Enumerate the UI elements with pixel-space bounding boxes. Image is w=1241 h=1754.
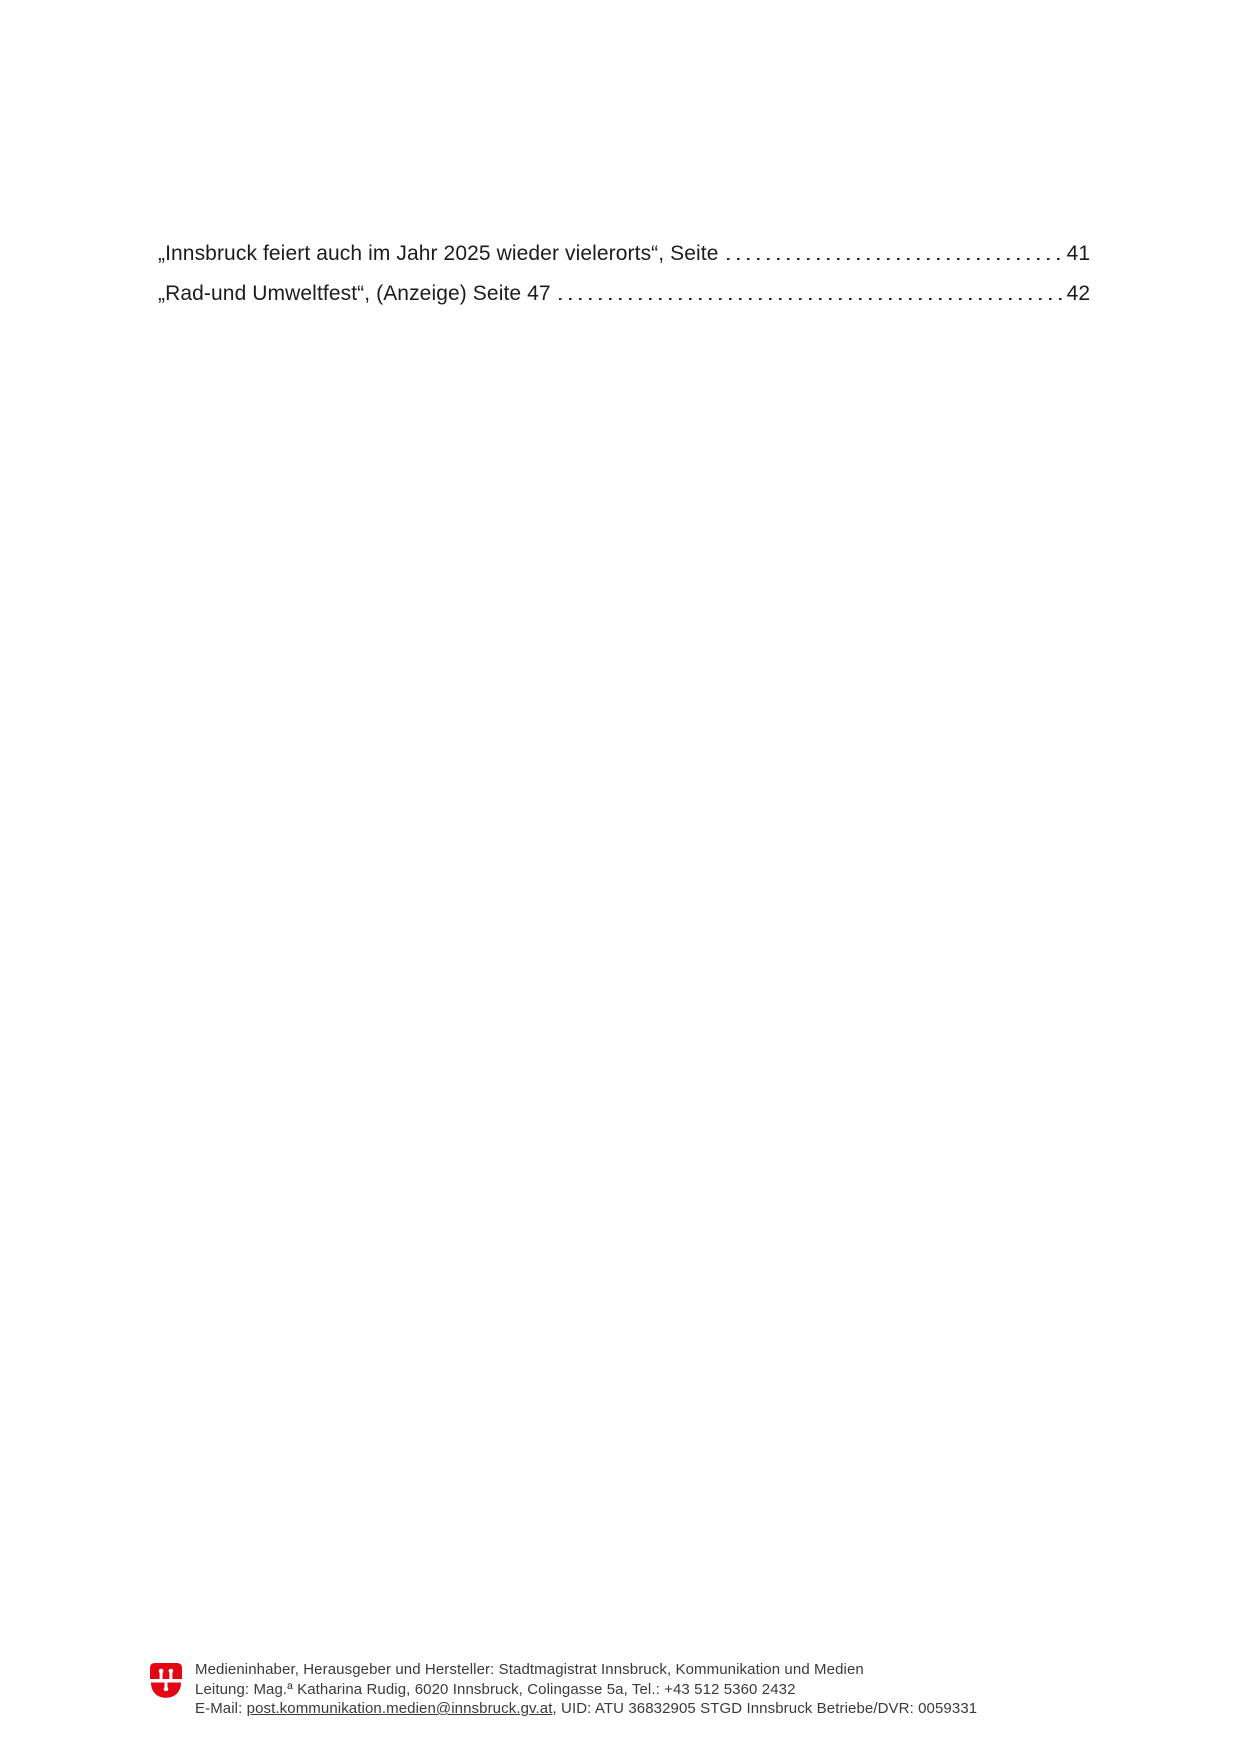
toc-entry-page-number: 42 xyxy=(1066,282,1090,305)
toc-entry[interactable] xyxy=(158,274,1090,314)
imprint-line-address: Leitung: Mag.ª Katharina Rudig, 6020 Innsbruck, Colingasse 5a, Tel.: +43 512 5360 2432 xyxy=(195,1680,796,1698)
imprint-line-publisher: Medieninhaber, Herausgeber und Hersteller: Stadtmagistrat Innsbruck, Kommunikation und Medien xyxy=(195,1661,864,1678)
email-link[interactable]: post.kommunikation.medien@innsbruck.gv.at xyxy=(246,1700,553,1717)
dot-leader xyxy=(559,298,1066,300)
toc-entry-title: „Innsbruck feiert auch im Jahr 2025 wieder vielerorts“, Seite xyxy=(158,242,719,265)
uid-dvr-text: , UID: ATU 36832905 STGD Innsbruck Betriebe/DVR: 0059331 xyxy=(552,1700,978,1717)
toc-entry-title: „Rad-und Umweltfest“, (Anzeige) Seite 47 xyxy=(158,282,551,305)
innsbruck-city-logo-icon xyxy=(150,1663,182,1699)
imprint-text xyxy=(195,1660,977,1719)
imprint-footer xyxy=(150,1660,977,1719)
toc-entry[interactable] xyxy=(158,234,1090,274)
imprint-line-contact xyxy=(195,1699,977,1719)
dot-leader xyxy=(727,258,1066,260)
toc-entry-page-number: 41 xyxy=(1066,242,1090,265)
email-label: E-Mail: xyxy=(195,1700,247,1717)
toc-section xyxy=(158,234,1090,314)
